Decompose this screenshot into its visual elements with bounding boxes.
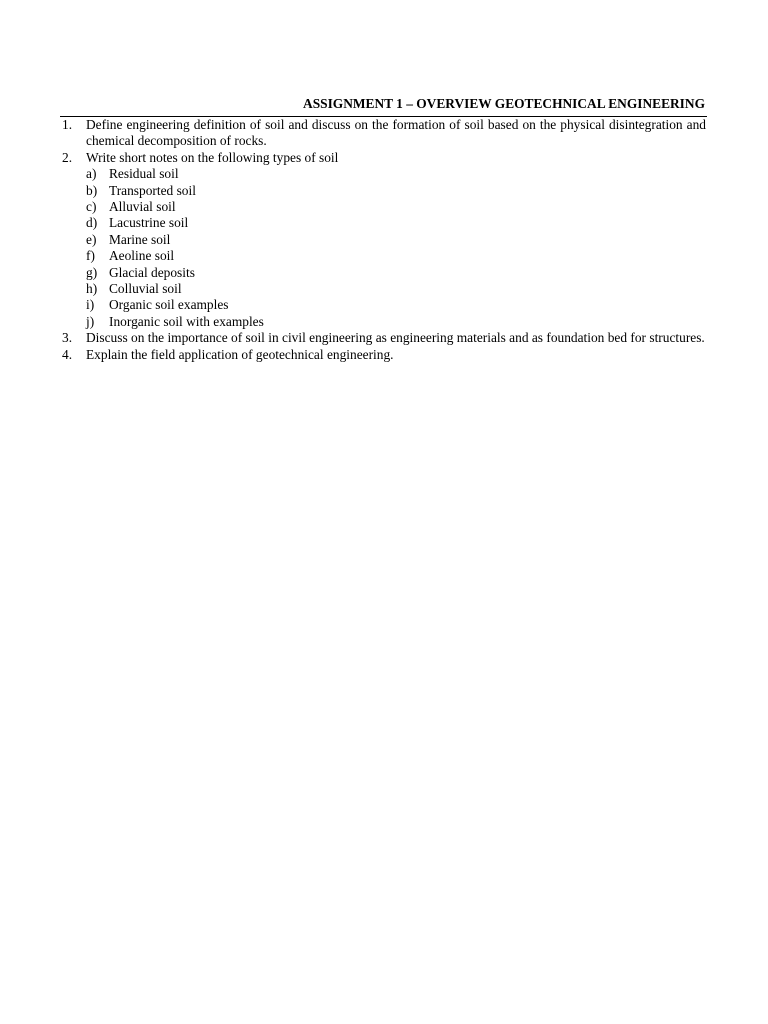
subitem-text: Glacial deposits [109,264,195,280]
subitem-letter: g) [86,264,98,280]
subitem-text: Colluvial soil [109,281,182,297]
question-number: 4. [62,346,73,362]
question-item-2 [60,150,706,330]
subitem-text: Alluvial soil [109,199,176,215]
soil-type-item [86,297,706,313]
soil-type-item [86,215,706,231]
soil-type-item [86,232,706,248]
subitem-letter: e) [86,231,97,247]
subitem-text: Organic soil examples [109,297,229,313]
subitem-letter: i) [86,297,95,313]
question-text: Write short notes on the following types of soil [86,149,339,165]
subitem-text: Lacustrine soil [109,215,189,231]
subitem-text: Transported soil [109,182,196,198]
question-number: 2. [62,149,73,165]
question-number: 1. [62,117,73,132]
soil-type-item [86,199,706,215]
subitem-text: Marine soil [109,231,171,247]
question-text: Discuss on the importance of soil in civil engineering as engineering materials and as foundation bed for structures. [86,330,705,346]
question-item-3 [60,330,706,346]
subitem-letter: j) [86,313,95,329]
question-text: Explain the field application of geotechnical engineering. [86,346,394,362]
subitem-letter: f) [86,248,95,264]
subitem-letter: b) [86,182,98,198]
assignment-title: ASSIGNMENT 1 – OVERVIEW GEOTECHNICAL ENGINEERING [303,96,705,111]
soil-type-item [86,166,706,182]
question-number: 3. [62,330,73,346]
subitem-letter: d) [86,215,98,231]
question-text: Define engineering definition of soil and discuss on the formation of soil based on the physical disintegration and chemical decomposition of rocks. [86,117,706,149]
subitem-letter: a) [86,166,97,182]
question-item-1 [60,117,706,150]
soil-type-item [86,281,706,297]
question-list [60,117,706,363]
subitem-text: Aeoline soil [109,248,175,264]
subitem-text: Residual soil [109,166,179,182]
soil-type-item [86,265,706,281]
soil-type-item [86,248,706,264]
soil-type-list [86,166,706,330]
subitem-text: Inorganic soil with examples [109,313,264,329]
subitem-letter: h) [86,281,98,297]
soil-type-item [86,314,706,330]
subitem-letter: c) [86,199,97,215]
question-item-4 [60,347,706,363]
soil-type-item [86,183,706,199]
